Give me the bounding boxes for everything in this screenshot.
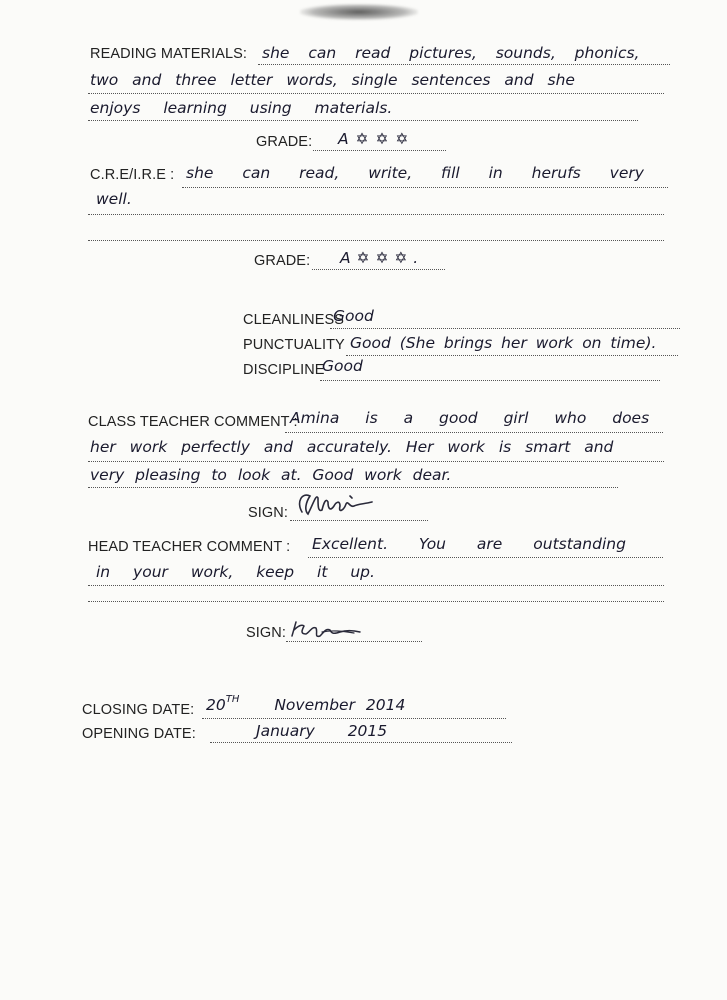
reading-materials-label: READING MATERIALS: [90,46,248,62]
cre-ire-label: C.R.E/I.R.E : [90,167,175,183]
class-teacher-comment-label: CLASS TEACHER COMMENT : [88,414,298,430]
discipline-rule [320,380,660,381]
grade-2-value: A ✡ ✡ ✡ . [340,249,419,267]
grade-1-value: A ✡ ✡ ✡ [338,130,409,148]
head-teacher-comment-label: HEAD TEACHER COMMENT : [88,539,291,555]
opening-date-value: January 2015 [256,722,388,740]
head-teacher-comment-rule-1 [308,557,663,558]
reading-materials-line-1: she can read pictures, sounds, phonics, [262,44,640,62]
closing-date-label [82,702,194,718]
closing-date-value [206,694,405,714]
class-teacher-comment-line-3: very pleasing to look at. Good work dear. [90,466,452,484]
reading-materials-rule-3 [88,120,638,121]
cre-ire-rule-3 [88,240,664,241]
head-teacher-comment-line-2: in your work, keep it up. [96,563,375,581]
opening-date-label: OPENING DATE: [82,726,196,742]
discipline-label: DISCIPLINE [243,362,325,378]
closing-date-suffix: TH [225,694,240,705]
sign-2-rule [286,641,422,642]
cleanliness-label: CLEANLINESS [243,312,345,328]
head-teacher-signature [286,614,370,644]
grade-2-rule [312,269,445,270]
cre-ire-line-2: well. [96,190,132,208]
reading-materials-rule-1 [258,64,670,65]
punctuality-value: Good (She brings her work on time). [350,334,657,352]
opening-date-rule [210,742,512,743]
closing-date-rule [202,718,506,719]
reading-materials-line-2: two and three letter words, single sentences and she [90,71,575,89]
sign-2-label: SIGN: [246,625,286,641]
cre-ire-line-1: she can read, write, fill in herufs very [186,164,644,182]
cre-ire-rule-1 [182,187,668,188]
head-teacher-comment-rule-2 [88,585,664,586]
head-teacher-comment-line-1: Excellent. You are outstanding [312,535,626,553]
closing-date-day: 20 [206,696,226,714]
cre-ire-rule-2 [88,214,664,215]
grade-2-label: GRADE: [254,253,311,269]
class-teacher-comment-line-2: her work perfectly and accurately. Her work is smart and [90,438,614,456]
class-teacher-comment-rule-2 [88,461,664,462]
punctuality-label: PUNCTUALITY [243,337,345,353]
sign-1-label: SIGN: [248,505,288,521]
head-teacher-comment-rule-3 [88,601,664,602]
reading-materials-line-3: enjoys learning using materials. [90,99,393,117]
class-teacher-signature [292,488,382,524]
sign-1-rule [290,520,428,521]
class-teacher-comment-rule-1 [285,432,663,433]
scan-smudge [300,4,418,20]
class-teacher-comment-line-1: Amina is a good girl who does [290,409,650,427]
punctuality-rule [346,355,678,356]
grade-1-rule [313,150,446,151]
grade-1-label: GRADE: [256,134,313,150]
discipline-value: Good [322,357,363,375]
closing-date-label-text: CLOSING DATE: [82,702,195,718]
cleanliness-value: Good [333,307,374,325]
cleanliness-rule [330,328,680,329]
closing-date-month-year: November 2014 [274,696,406,714]
reading-materials-rule-2 [88,93,664,94]
